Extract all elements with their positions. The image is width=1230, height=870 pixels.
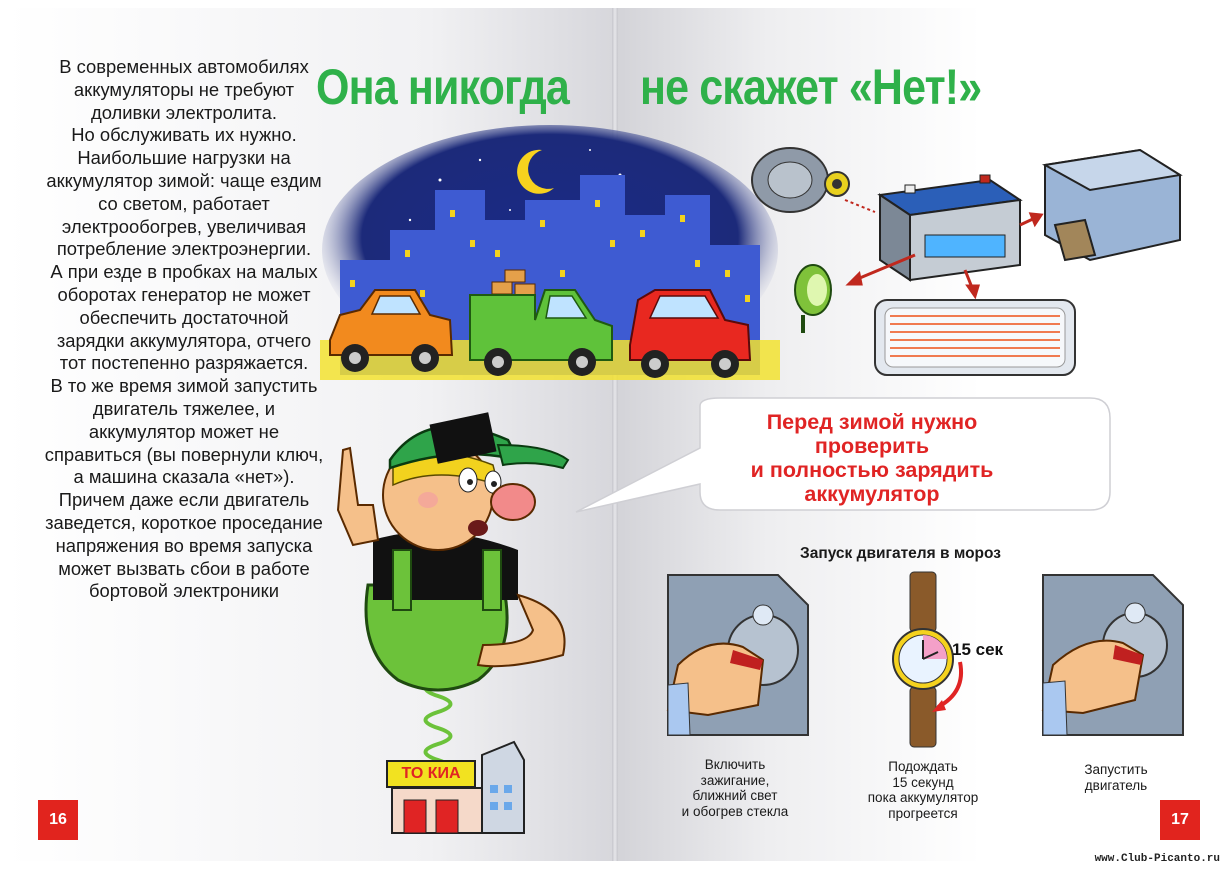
headlight-icon [795, 265, 831, 333]
callout-line: и полностью зарядить [750, 458, 994, 482]
page-title-left: Она никогда [316, 59, 569, 115]
step-start-image [1043, 575, 1183, 735]
caption-line: зажигание, [700, 772, 770, 788]
shop-sign: ТО КИА [386, 760, 476, 788]
caption-line: пока аккумулятор [867, 790, 979, 805]
body-paragraph: В то же время зимой запустить двигатель тяжелее, и аккумулятор может не справиться (вы повернули ключ, а машина сказала «нет»). Причем даже если двигатель заведется, короткое проседание напряжения во время запуска может вызвать сбои в работе бортовой электроники [44, 375, 324, 602]
watch-label: 15 сек [952, 640, 1004, 659]
caption-line: Подождать [888, 759, 958, 774]
battery-icon [880, 175, 1020, 280]
step-caption-1 [660, 757, 810, 819]
watermark: www.Club-Picanto.ru [1094, 853, 1220, 865]
step-caption-2 [848, 759, 998, 821]
ignition-key-icon [753, 605, 773, 625]
step-wait-image [888, 572, 1008, 752]
caption-line: 15 секунд [892, 774, 954, 790]
step-ignition-image [668, 575, 808, 735]
page-number-left: 16 [38, 800, 78, 840]
caption-line: Запустить [1084, 762, 1148, 777]
heated-glass-icon [875, 300, 1075, 375]
body-paragraph: Но обслуживать их нужно. Наибольшие нагрузки на аккумулятор зимой: чаще ездим со светом, работает электрообогрев, увеличивая потребление электроэнергии. [46, 124, 322, 260]
body-paragraph: А при езде в пробках на малых оборотах генератор не может обеспечить достаточной зарядки аккумулятора, отчего тот постепенно разряжается. [50, 261, 318, 374]
callout-line: проверить [814, 434, 930, 458]
callout-line: Перед зимой нужно [766, 410, 978, 434]
body-paragraph: В современных автомобилях аккумуляторы не требуют доливки электролита. [59, 56, 309, 123]
night-city-illustration [320, 120, 780, 390]
electrical-system-illustration [745, 140, 1200, 385]
caption-line: и обогрев стекла [681, 803, 789, 819]
caption-line: прогреется [888, 805, 958, 821]
alternator-icon [752, 148, 849, 212]
step-caption-3 [1046, 762, 1186, 793]
caption-line: двигатель [1084, 777, 1148, 793]
callout-line: аккумулятор [804, 482, 940, 506]
body-text [44, 56, 324, 603]
caption-line: Включить [704, 757, 766, 772]
page-title-right: не скажет «Нет!» [640, 59, 982, 115]
wristwatch-icon [893, 572, 953, 747]
caption-line: ближний свет [692, 788, 778, 803]
section-title: Запуск двигателя в мороз [800, 545, 1001, 562]
callout-text [700, 410, 1044, 506]
page-number-right: 17 [1160, 800, 1200, 840]
engine-icon [1045, 150, 1180, 260]
